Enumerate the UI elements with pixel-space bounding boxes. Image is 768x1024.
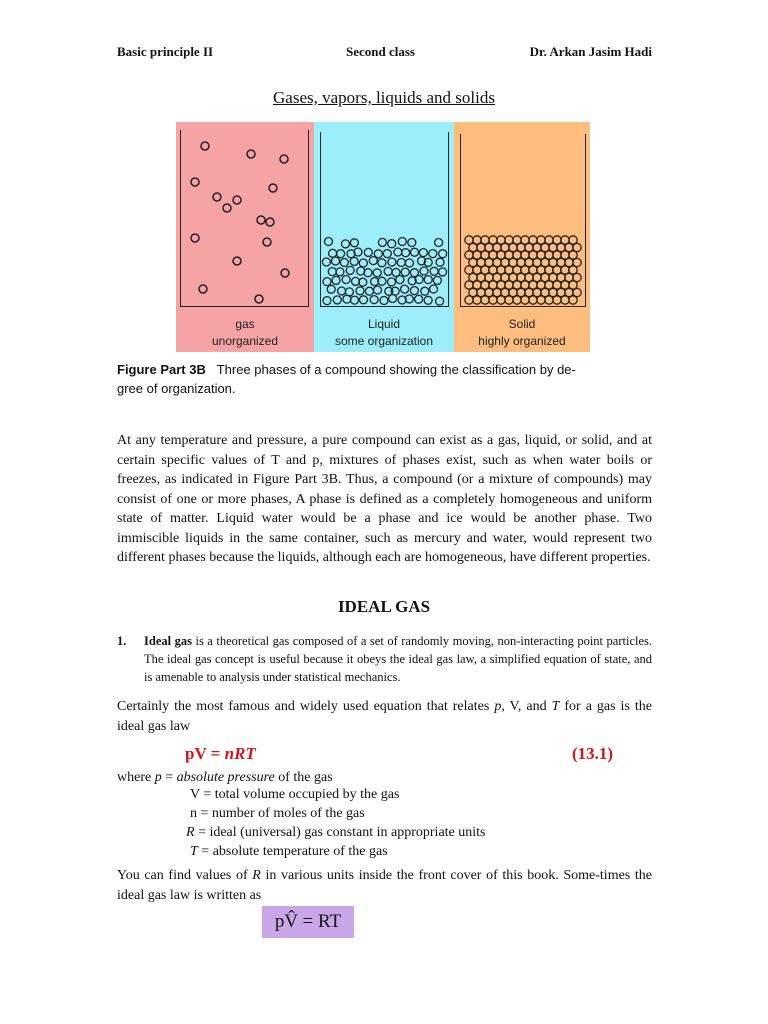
liquid-panel (314, 122, 454, 352)
text-run: in various units inside the front cover of this book. Some-times the ideal gas law is written as (117, 868, 652, 903)
text-run: , V, and (501, 699, 552, 714)
liquid-molecules (321, 132, 448, 306)
equation-number: (13.1) (572, 744, 614, 763)
gas-panel (176, 122, 314, 352)
solid-container (460, 134, 586, 307)
text-run: = ideal (universal) gas constant in appropriate units (194, 825, 486, 840)
liquid-label: Liquid (367, 317, 401, 331)
text-run: = absolute temperature of the gas (197, 844, 388, 859)
page-title: Gases, vapors, liquids and solids (273, 88, 495, 107)
header-class: Second class (346, 44, 415, 59)
header-course: Basic principle II (117, 44, 214, 59)
symbol-r: R (252, 868, 261, 883)
ideal-gas-term: Ideal gas (144, 634, 192, 648)
solid-panel (454, 122, 590, 352)
text-run: T (551, 699, 560, 714)
def-gas-constant (186, 825, 486, 841)
gas-label: gas (235, 317, 255, 331)
solid-label: Solid (508, 317, 536, 331)
def-volume: V = total volume occupied by the gas (190, 787, 400, 802)
phases-figure (176, 122, 590, 352)
specific-volume-formula: pV̂ = RT (262, 906, 354, 938)
section-heading: IDEAL GAS (337, 597, 431, 616)
page-header (117, 44, 652, 62)
figure-caption (117, 360, 657, 398)
ideal-gas-definition: is a theoretical gas composed of a set of randomly moving, non-interacting point particles. The ideal gas concept is useful because it obeys the ideal gas law, a simplified equation of state, and is amenable to analysis under statistical mechanics. (144, 634, 652, 684)
list-number: 1. (117, 634, 127, 648)
text-run: of the gas (274, 770, 333, 785)
figure-caption-text: Three phases of a compound showing the classification by de- (216, 362, 576, 377)
def-temperature (190, 844, 388, 860)
liquid-container (320, 132, 449, 307)
solid-molecules (461, 134, 585, 306)
gas-molecules (181, 130, 308, 306)
where-line (117, 768, 333, 788)
figure-caption-text-2: gree of organization. (117, 381, 236, 396)
symbol-t: T (190, 844, 198, 859)
ideal-gas-law-paragraph (117, 697, 652, 736)
gas-sublabel: unorganized (211, 334, 279, 348)
alternate-form-paragraph (117, 866, 652, 905)
absolute-pressure: absolute pressure (176, 770, 275, 785)
header-author: Dr. Arkan Jasim Hadi (529, 44, 652, 59)
equation-rhs: nRT (224, 744, 256, 763)
text-run: You can find values of (117, 868, 253, 883)
symbol-r: R (186, 825, 195, 840)
text-run: p (494, 699, 502, 714)
text-run: = (161, 770, 177, 785)
gas-container (180, 130, 309, 307)
text-run: for a gas is the ideal gas law (117, 699, 652, 734)
solid-sublabel: highly organized (478, 334, 566, 348)
liquid-sublabel: some organization (334, 334, 434, 348)
equation-lhs: pV = (185, 744, 225, 763)
ideal-gas-equation (185, 744, 256, 764)
text-run: where (117, 770, 155, 785)
phases-paragraph: At any temperature and pressure, a pure compound can exist as a gas, liquid, or solid, and at certain specific values of T and p, mixtures of phases exist, such as when water boils or freezes, as indicated in Figure Part 3B. Thus, a compound (or a mixture of compounds) may consist of one or more phases, A phase is defined as a completely homogeneous and uniform state of matter. Liquid water would be a phase and ice would be another phase. Two immiscible liquids in the same container, such as mercury and water, would represent two different phases because the liquids, although each are homogeneous, have different properties. (117, 433, 652, 565)
text-run: Certainly the most famous and widely used equation that relates (117, 699, 495, 714)
symbol-p: p (154, 770, 162, 785)
figure-caption-label: Figure Part 3B (117, 362, 206, 377)
def-moles: n = number of moles of the gas (190, 806, 365, 821)
